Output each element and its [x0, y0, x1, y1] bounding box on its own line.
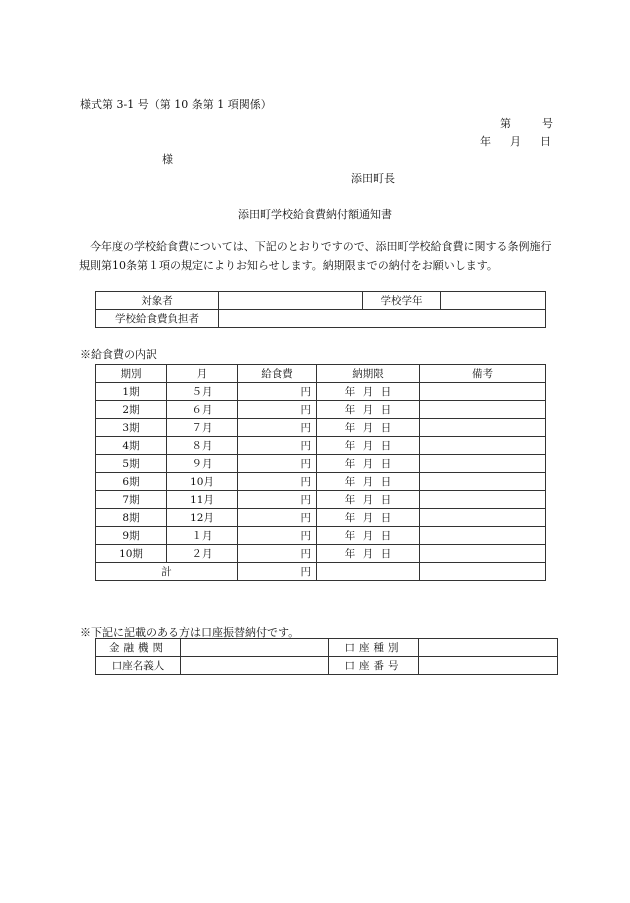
period-cell: 1期 [96, 383, 167, 401]
deadline-day: 日 [380, 530, 392, 542]
document-title: 添田町学校給食費納付額通知書 [238, 208, 392, 221]
month-cell: ５月 [167, 383, 238, 401]
deadline-day: 日 [380, 494, 392, 506]
header-month: 月 [167, 365, 238, 383]
deadline-day: 日 [380, 512, 392, 524]
header-period: 期別 [96, 365, 167, 383]
deadline-day: 日 [380, 548, 392, 560]
breakdown-label: ※給食費の内訳 [80, 348, 157, 361]
table-row [96, 383, 546, 401]
remarks-cell [420, 383, 546, 401]
deadline-month: 月 [362, 512, 374, 524]
deadline-year: 年 [344, 512, 356, 524]
table-row [96, 545, 546, 563]
period-cell: 8期 [96, 509, 167, 527]
deadline-cell [317, 419, 420, 437]
account-type-value [419, 639, 558, 657]
issuer: 添田町長 [351, 172, 395, 185]
table-row [96, 657, 558, 675]
amount-cell: 円 [238, 419, 317, 437]
month-cell: ８月 [167, 437, 238, 455]
deadline-month: 月 [362, 494, 374, 506]
total-amount: 円 [238, 563, 317, 581]
deadline-year: 年 [344, 404, 356, 416]
form-number: 様式第 3-1 号（第 10 条第 1 項関係） [80, 98, 272, 111]
amount-cell: 円 [238, 491, 317, 509]
remarks-cell [420, 419, 546, 437]
date-day: 日 [540, 135, 551, 148]
grade-value [441, 292, 546, 310]
amount-cell: 円 [238, 509, 317, 527]
deadline-month: 月 [362, 476, 374, 488]
deadline-month: 月 [362, 440, 374, 452]
period-cell: 2期 [96, 401, 167, 419]
deadline-year: 年 [344, 458, 356, 470]
amount-cell: 円 [238, 473, 317, 491]
period-cell: 4期 [96, 437, 167, 455]
table-row [96, 491, 546, 509]
header-deadline: 納期限 [317, 365, 420, 383]
month-cell: ２月 [167, 545, 238, 563]
total-row [96, 563, 546, 581]
month-cell: １月 [167, 527, 238, 545]
deadline-cell [317, 491, 420, 509]
month-cell: 12月 [167, 509, 238, 527]
header-amount: 給食費 [238, 365, 317, 383]
deadline-day: 日 [380, 476, 392, 488]
period-cell: 3期 [96, 419, 167, 437]
grade-label: 学校学年 [363, 292, 441, 310]
month-cell: ９月 [167, 455, 238, 473]
remarks-cell [420, 473, 546, 491]
table-row [96, 419, 546, 437]
deadline-day: 日 [380, 440, 392, 452]
deadline-cell [317, 527, 420, 545]
deadline-cell [317, 455, 420, 473]
deadline-year: 年 [344, 530, 356, 542]
amount-cell: 円 [238, 527, 317, 545]
remarks-cell [420, 455, 546, 473]
holder-value [181, 657, 329, 675]
amount-cell: 円 [238, 545, 317, 563]
table-row [96, 639, 558, 657]
recipient-suffix: 様 [162, 153, 173, 166]
period-cell: 7期 [96, 491, 167, 509]
period-cell: 10期 [96, 545, 167, 563]
table-row [96, 401, 546, 419]
amount-cell: 円 [238, 401, 317, 419]
subject-label: 対象者 [96, 292, 219, 310]
deadline-month: 月 [362, 404, 374, 416]
bank-section-label: ※下記に記載のある方は口座振替納付です。 [80, 626, 300, 639]
deadline-cell [317, 401, 420, 419]
deadline-day: 日 [380, 422, 392, 434]
header-remarks: 備考 [420, 365, 546, 383]
deadline-year: 年 [344, 386, 356, 398]
month-cell: ６月 [167, 401, 238, 419]
bank-table [95, 638, 558, 675]
account-number-value [419, 657, 558, 675]
payer-label: 学校給食費負担者 [96, 310, 219, 328]
period-cell: 6期 [96, 473, 167, 491]
deadline-day: 日 [380, 386, 392, 398]
doc-number-suffix: 号 [542, 117, 553, 130]
total-label: 計 [96, 563, 238, 581]
deadline-month: 月 [362, 386, 374, 398]
remarks-cell [420, 437, 546, 455]
date-year: 年 [480, 135, 491, 148]
date-month: 月 [510, 135, 521, 148]
table-row [96, 509, 546, 527]
deadline-day: 日 [380, 458, 392, 470]
breakdown-table [95, 364, 546, 581]
deadline-year: 年 [344, 440, 356, 452]
month-cell: ７月 [167, 419, 238, 437]
deadline-year: 年 [344, 422, 356, 434]
doc-number-prefix: 第 [500, 117, 511, 130]
deadline-cell [317, 545, 420, 563]
table-row [96, 437, 546, 455]
info-table [95, 291, 546, 328]
amount-cell: 円 [238, 383, 317, 401]
account-type-label: 口座種別 [329, 639, 419, 657]
remarks-cell [420, 527, 546, 545]
amount-cell: 円 [238, 437, 317, 455]
table-row [96, 455, 546, 473]
body-text: 今年度の学校給食費については、下記のとおりですので、添田町学校給食費に関する条例施行規則第10条第１項の規定によりお知らせします。納期限までの納付をお願いします。 [79, 240, 552, 272]
total-remarks-cell [420, 563, 546, 581]
account-number-label: 口座番号 [329, 657, 419, 675]
month-cell: 10月 [167, 473, 238, 491]
table-row [96, 527, 546, 545]
deadline-month: 月 [362, 422, 374, 434]
remarks-cell [420, 545, 546, 563]
deadline-day: 日 [380, 404, 392, 416]
holder-label: 口座名義人 [96, 657, 181, 675]
table-row [96, 473, 546, 491]
table-header-row [96, 365, 546, 383]
amount-cell: 円 [238, 455, 317, 473]
deadline-month: 月 [362, 530, 374, 542]
deadline-month: 月 [362, 458, 374, 470]
deadline-cell [317, 509, 420, 527]
subject-value [219, 292, 363, 310]
deadline-cell [317, 473, 420, 491]
remarks-cell [420, 401, 546, 419]
institution-value [181, 639, 329, 657]
table-row [96, 292, 546, 310]
period-cell: 5期 [96, 455, 167, 473]
deadline-year: 年 [344, 548, 356, 560]
deadline-year: 年 [344, 476, 356, 488]
deadline-cell [317, 437, 420, 455]
remarks-cell [420, 491, 546, 509]
total-deadline-cell [317, 563, 420, 581]
deadline-cell [317, 383, 420, 401]
deadline-year: 年 [344, 494, 356, 506]
month-cell: 11月 [167, 491, 238, 509]
institution-label: 金融機関 [96, 639, 181, 657]
table-row [96, 310, 546, 328]
remarks-cell [420, 509, 546, 527]
period-cell: 9期 [96, 527, 167, 545]
deadline-month: 月 [362, 548, 374, 560]
payer-value [219, 310, 546, 328]
